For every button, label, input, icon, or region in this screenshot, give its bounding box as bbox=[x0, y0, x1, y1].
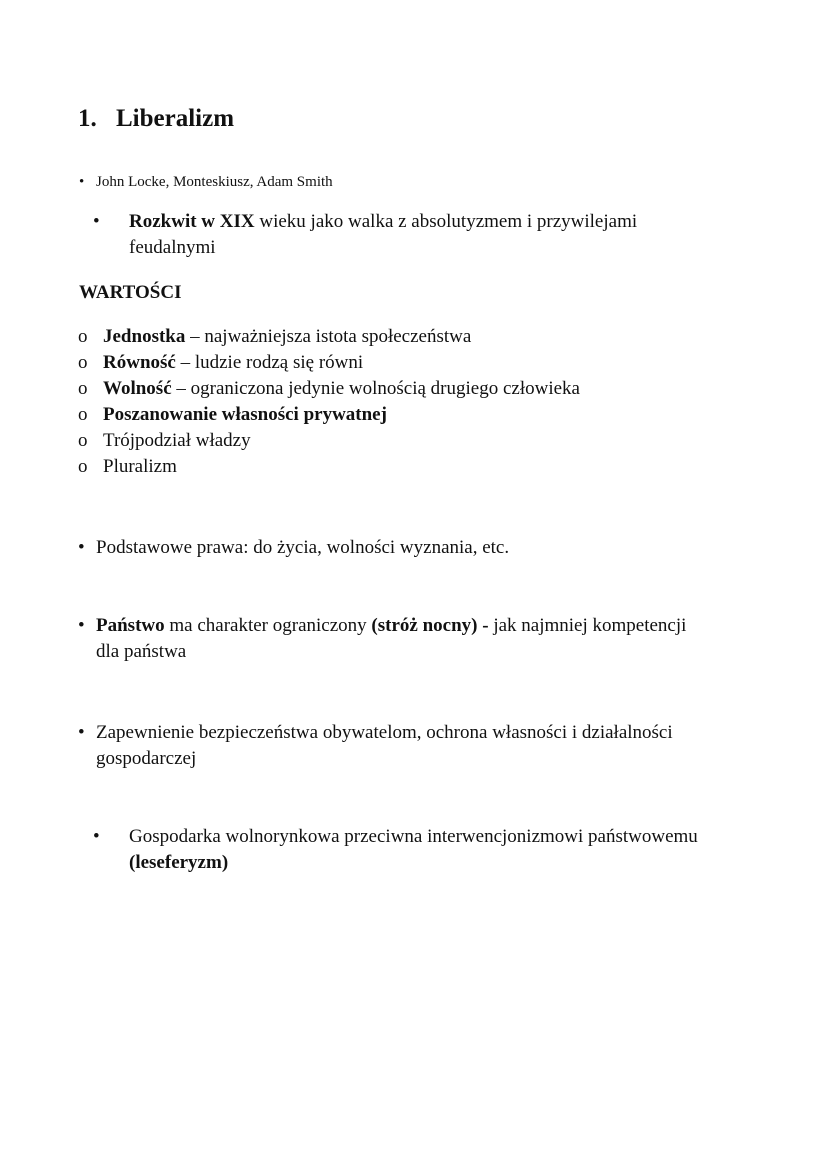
rozkwit-item bbox=[129, 209, 729, 261]
item-rest: – ludzie rodzą się równi bbox=[175, 352, 364, 373]
rozkwit-rest: wieku jako walka z absolutyzmem i przywilejami bbox=[254, 211, 638, 232]
heading-title: Liberalizm bbox=[116, 105, 235, 132]
item-bold: Równość bbox=[103, 352, 176, 373]
item-rest: Trójpodział władzy bbox=[103, 430, 251, 451]
economy-item bbox=[129, 824, 789, 876]
circle-marker: o bbox=[78, 352, 88, 373]
rozkwit-bold: Rozkwit w XIX bbox=[129, 211, 255, 232]
heading-number: 1. bbox=[78, 105, 97, 132]
item-rest: – najważniejsza istota społeczeństwa bbox=[185, 326, 472, 347]
state-bold-note: (stróż nocny) - bbox=[371, 615, 489, 636]
authors-text: John Locke, Monteskiusz, Adam Smith bbox=[96, 174, 333, 190]
rozkwit-line2: feudalnymi bbox=[129, 237, 216, 258]
list-item bbox=[78, 350, 580, 376]
economy-text: Gospodarka wolnorynkowa przeciwna interwencjonizmowi państwowemu bbox=[129, 826, 698, 847]
circle-marker: o bbox=[78, 456, 88, 477]
list-item bbox=[78, 402, 580, 428]
list-item bbox=[78, 324, 580, 350]
list-item bbox=[78, 376, 580, 402]
list-bullet: • bbox=[78, 722, 85, 743]
state-item bbox=[96, 613, 776, 665]
state-line2: dla państwa bbox=[96, 641, 187, 662]
item-rest: – ograniczona jedynie wolnością drugiego człowieka bbox=[171, 378, 580, 399]
item-bold: Wolność bbox=[103, 378, 172, 399]
state-bold: Państwo bbox=[96, 615, 165, 636]
page-title bbox=[78, 102, 234, 136]
section-title: WARTOŚCI bbox=[79, 282, 182, 303]
circle-marker: o bbox=[78, 430, 88, 451]
economy-bold: (leseferyzm) bbox=[129, 852, 229, 873]
list-bullet: • bbox=[93, 211, 100, 232]
state-text: ma charakter ograniczony bbox=[164, 615, 372, 636]
list-bullet: • bbox=[79, 174, 85, 190]
item-bold: Poszanowanie własności prywatnej bbox=[103, 404, 387, 425]
circle-marker: o bbox=[78, 404, 88, 425]
list-bullet: • bbox=[78, 615, 85, 636]
rights-text: Podstawowe prawa: do życia, wolności wyznania, etc. bbox=[96, 537, 510, 558]
item-bold: Jednostka bbox=[103, 326, 186, 347]
security-text: Zapewnienie bezpieczeństwa obywatelom, ochrona własności i działalności bbox=[96, 722, 673, 743]
list-bullet: • bbox=[78, 537, 85, 558]
list-item bbox=[78, 428, 580, 454]
circle-marker: o bbox=[78, 378, 88, 399]
state-text-rest: jak najmniej kompetencji bbox=[488, 615, 687, 636]
list-bullet: • bbox=[93, 826, 100, 847]
security-line2: gospodarczej bbox=[96, 748, 197, 769]
circle-marker: o bbox=[78, 326, 88, 347]
security-item bbox=[96, 720, 786, 772]
list-item bbox=[78, 454, 580, 480]
item-rest: Pluralizm bbox=[103, 456, 177, 477]
values-list bbox=[78, 324, 580, 480]
